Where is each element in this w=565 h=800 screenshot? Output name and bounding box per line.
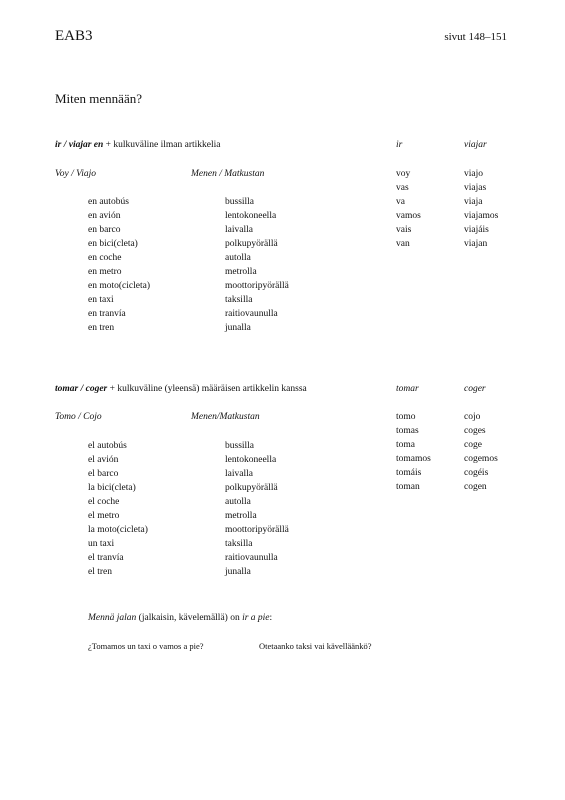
page-title: Miten mennään?	[55, 91, 142, 106]
note-spanish-phrase: ir a pie	[242, 613, 270, 623]
list-item: el coche	[88, 497, 120, 507]
note-text: (jalkaisin, kävelemällä) on	[136, 613, 243, 623]
list-item: metrolla	[225, 511, 257, 521]
list-item: en autobús	[88, 197, 129, 207]
section2-heading	[55, 382, 307, 396]
page-range: sivut 148–151	[444, 31, 507, 43]
list-item: bussilla	[225, 441, 255, 451]
note-phrase: Mennä jalan	[88, 613, 137, 623]
section2-heading-verbs: tomar / coger	[55, 384, 108, 394]
list-item: en taxi	[88, 295, 114, 305]
section1-col-a-header: ir	[396, 140, 403, 150]
section1-conj-b	[464, 167, 498, 251]
list-item: en avión	[88, 211, 121, 221]
list-item: el barco	[88, 469, 119, 479]
list-item: autolla	[225, 253, 251, 263]
list-item: el avión	[88, 455, 119, 465]
section2-items-es	[88, 439, 148, 579]
conj-form: toma	[396, 440, 415, 450]
conj-form: viajan	[464, 239, 488, 249]
list-item: polkupyörällä	[225, 483, 278, 493]
list-item: polkupyörällä	[225, 239, 278, 249]
conj-form: vas	[396, 183, 409, 193]
list-item: laivalla	[225, 225, 253, 235]
list-item: junalla	[225, 323, 251, 333]
list-item: moottoripyörällä	[225, 281, 289, 291]
conj-form: viajamos	[464, 211, 499, 221]
section1-heading-verbs: ir / viajar en	[55, 140, 104, 150]
list-item: el metro	[88, 511, 120, 521]
conj-form: vais	[396, 225, 412, 235]
list-item: la bici(cleta)	[88, 483, 136, 493]
list-item: el tren	[88, 567, 113, 577]
conj-form: tomo	[396, 412, 416, 422]
conj-form: cojo	[464, 412, 481, 422]
conj-form: coge	[464, 440, 482, 450]
conj-form: viaja	[464, 197, 483, 207]
list-item: taksilla	[225, 539, 253, 549]
note-colon: :	[269, 613, 273, 623]
list-item: en tranvía	[88, 309, 126, 319]
list-item: lentokoneella	[225, 455, 277, 465]
conj-form: van	[396, 239, 410, 249]
conj-form: tomas	[396, 426, 419, 436]
section2-sub-fi: Menen/Matkustan	[191, 412, 260, 422]
example-finnish: Otetaanko taksi vai kävelläänkö?	[259, 641, 372, 651]
conj-form: viajas	[464, 183, 487, 193]
list-item: junalla	[225, 567, 251, 577]
conj-form: vamos	[396, 211, 421, 221]
section2-heading-text: + kulkuväline (yleensä) määräisen artikkelin kanssa	[107, 384, 307, 394]
list-item: metrolla	[225, 267, 257, 277]
section1-conj-a	[396, 167, 421, 251]
section1-heading	[55, 138, 221, 152]
section2-conj-a	[396, 410, 431, 494]
list-item: bussilla	[225, 197, 255, 207]
list-item: autolla	[225, 497, 251, 507]
conj-form: viajáis	[464, 225, 489, 235]
section2-conj-b	[464, 410, 498, 494]
conj-form: voy	[396, 169, 411, 179]
conj-form: cogemos	[464, 454, 498, 464]
conj-form: cogéis	[464, 468, 489, 478]
list-item: el autobús	[88, 441, 127, 451]
section2-col-b-header: coger	[464, 384, 486, 394]
list-item: laivalla	[225, 469, 253, 479]
conj-form: toman	[396, 482, 420, 492]
list-item: un taxi	[88, 539, 115, 549]
section1-sub-fi: Menen / Matkustan	[191, 169, 265, 179]
course-code: EAB3	[55, 28, 93, 44]
conj-form: coges	[464, 426, 486, 436]
section1-items-es	[88, 195, 150, 335]
list-item: taksilla	[225, 295, 253, 305]
list-item: en barco	[88, 225, 121, 235]
list-item: en coche	[88, 253, 122, 263]
example-spanish: ¿Tomamos un taxi o vamos a pie?	[88, 641, 204, 651]
list-item: el tranvía	[88, 553, 124, 563]
list-item: raitiovaunulla	[225, 309, 278, 319]
list-item: en moto(cicleta)	[88, 281, 150, 291]
section2-col-a-header: tomar	[396, 384, 419, 394]
list-item: moottoripyörällä	[225, 525, 289, 535]
conj-form: tomamos	[396, 454, 431, 464]
conj-form: cogen	[464, 482, 487, 492]
list-item: lentokoneella	[225, 211, 277, 221]
section1-col-b-header: viajar	[464, 140, 487, 150]
list-item: en metro	[88, 267, 122, 277]
conj-form: tomáis	[396, 468, 422, 478]
list-item: la moto(cicleta)	[88, 525, 148, 535]
section2-items-fi	[225, 439, 289, 579]
conj-form: va	[396, 197, 405, 207]
section2-sub-es: Tomo / Cojo	[55, 412, 102, 422]
section1-sub-es: Voy / Viajo	[55, 169, 96, 179]
conj-form: viajo	[464, 169, 483, 179]
list-item: en bici(cleta)	[88, 239, 138, 249]
section1-heading-text: + kulkuväline ilman artikkelia	[103, 140, 221, 150]
section1-items-fi	[225, 195, 289, 335]
list-item: raitiovaunulla	[225, 553, 278, 563]
list-item: en tren	[88, 323, 115, 333]
walking-note	[88, 611, 272, 625]
